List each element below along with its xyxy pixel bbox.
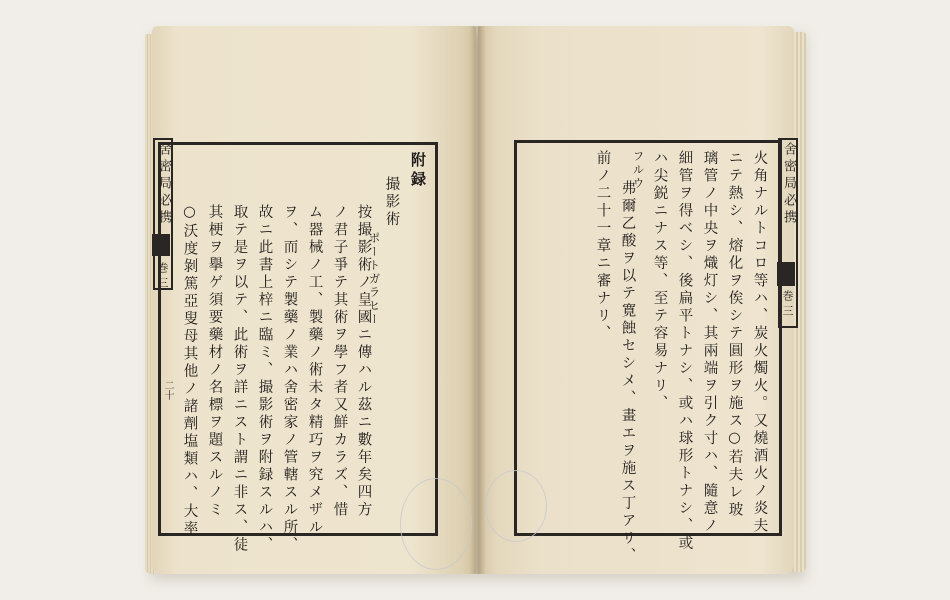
left-column-8: 其梗ヲ擧ゲ須要藥材ノ名標ヲ題スルノミ	[206, 204, 223, 519]
left-column-6: 故ニ此書上梓ニ臨ミ、撮影術ヲ附録スルハ、	[256, 204, 273, 554]
right-column-6: 弗爾乙酸ヲ以テ寛蝕セシメ、畫エヲ施ス丁アリ、	[619, 180, 636, 565]
binding-thread	[485, 470, 547, 542]
left-running-head-volume: 巻三	[156, 262, 169, 292]
right-column-1: 火角ナルトコロ等ハ、炭火燭火。又燒酒火ノ炎夫	[751, 150, 768, 535]
right-running-head-volume: 巻三	[781, 290, 794, 320]
left-column-9: ○沃度剝篤亞叟母其他ノ諸劑塩類ハ、大率	[181, 204, 198, 538]
left-column-3: ノ君子爭テ其術ヲ學フ者又鮮カラズ、惜	[331, 204, 348, 519]
right-head-black-mark	[777, 262, 795, 286]
left-column-1	[384, 176, 399, 229]
left-column-5: ヲ、而シテ製藥ノ業ハ舍密家ノ管轄スル所、	[281, 204, 298, 554]
right-column-3: 璃管ノ中央ヲ熾灯シ、其兩端ヲ引ク寸ハ、隨意ノ	[701, 150, 718, 535]
book-gutter	[470, 26, 486, 574]
right-column-5: ハ尖鋭ニナス等、至テ容易ナリ、	[651, 150, 668, 413]
left-running-head: 舍密局必携	[156, 142, 171, 227]
left-column-7: 取テ是ヲ以テ、此術ヲ詳ニスト謂ニ非ス、徒	[231, 204, 248, 554]
right-column-7: 前ノ二十一章ニ審ナリ、	[594, 150, 611, 343]
left-column-1-ruby: ポートガラヒー	[367, 232, 382, 327]
column-text: 撮影術	[383, 176, 400, 229]
left-section-title: 附録	[409, 152, 427, 190]
left-column-2: 按撮影術ノ皇國ニ傳ハル茲ニ數年矣四方	[355, 204, 372, 519]
right-column-2: ニテ熱シ、熔化ヲ俟シテ圓形ヲ施ス○若夫レ玻	[726, 150, 743, 519]
left-column-4: ム器械ノ工、製藥ノ術未タ精巧ヲ究メザル	[306, 204, 323, 537]
right-column-4: 細管ヲ得ベシ、後扁平トナシ、或ハ球形トナシ、或	[676, 150, 693, 553]
binding-thread	[400, 478, 472, 570]
left-folio: 二十	[162, 380, 173, 400]
right-running-head: 舍密局必携	[781, 142, 796, 227]
right-column-6-ruby: フルウ	[631, 150, 646, 191]
